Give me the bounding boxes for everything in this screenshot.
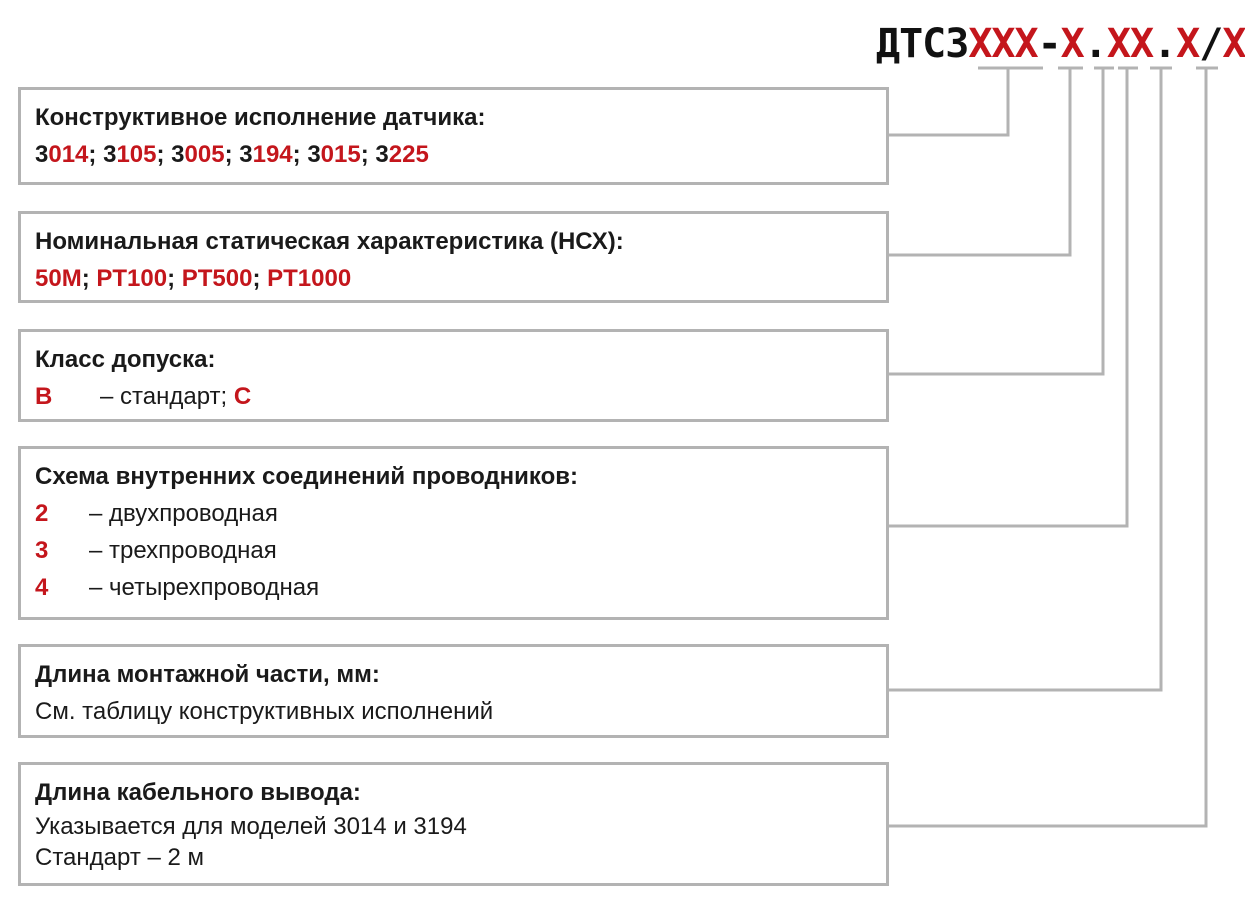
tolerance-code-b: B <box>35 383 53 410</box>
connector-design <box>889 68 1008 135</box>
connector-wiring <box>889 68 1127 526</box>
box-length-title: Длина монтажной части, мм: <box>35 661 380 688</box>
wiring-option: 2 – двухпроводная <box>35 500 278 527</box>
box-design <box>18 87 889 185</box>
connector-nsx <box>889 68 1070 255</box>
code-segment-cable: X <box>1222 21 1245 67</box>
box-cable <box>18 762 889 886</box>
code-dash: - <box>1037 21 1061 67</box>
design-options <box>35 136 872 173</box>
box-tolerance <box>18 329 889 422</box>
box-tolerance-title: Класс допуска: <box>35 346 216 373</box>
design-option: 3194; <box>239 141 308 168</box>
wiring-option: 3 – трехпроводная <box>35 537 277 564</box>
design-option: 3014; <box>35 141 104 168</box>
design-option: 3015; <box>307 141 376 168</box>
nsx-option: PT1000 <box>267 265 352 292</box>
connector-cable <box>889 68 1206 826</box>
box-wiring <box>18 446 889 620</box>
box-nsx <box>18 211 889 303</box>
wiring-option: 4 – четырехпроводная <box>35 574 320 601</box>
code-segment-nsx: X <box>1060 21 1084 67</box>
box-length <box>18 644 889 738</box>
nsx-option: PT500; <box>181 265 268 292</box>
nsx-option: PT100; <box>96 265 182 292</box>
code-prefix: ДТС3 <box>876 21 969 67</box>
box-cable-title: Длина кабельного вывода: <box>35 779 361 806</box>
nsx-options <box>35 260 872 297</box>
nsx-option: 50М; <box>35 265 97 292</box>
code-segment-tolerance-wiring: XX <box>1106 21 1154 67</box>
tolerance-desc-b: – стандарт; <box>100 383 234 410</box>
code-slash: / <box>1199 21 1223 67</box>
tolerance-code-c: C <box>233 383 252 410</box>
connector-length <box>889 68 1161 690</box>
code-dot-1: . <box>1083 21 1107 67</box>
code-segment-design: XXX <box>968 21 1038 67</box>
tolerance-options <box>35 378 872 415</box>
design-option: 3225 <box>375 141 429 168</box>
design-option: 3005; <box>171 141 240 168</box>
box-nsx-title: Номинальная статическая характеристика (НСХ): <box>35 228 624 255</box>
code-segment-length: X <box>1176 21 1200 67</box>
box-cable-line1: Указывается для моделей 3014 и 3194 <box>35 813 467 840</box>
box-wiring-title: Схема внутренних соединений проводников: <box>35 463 579 490</box>
box-length-text: См. таблицу конструктивных исполнений <box>35 698 494 725</box>
design-option: 3105; <box>103 141 172 168</box>
code-dot-2: . <box>1153 21 1177 67</box>
box-design-title: Конструктивное исполнение датчика: <box>35 104 486 131</box>
box-cable-line2: Стандарт – 2 м <box>35 844 205 871</box>
